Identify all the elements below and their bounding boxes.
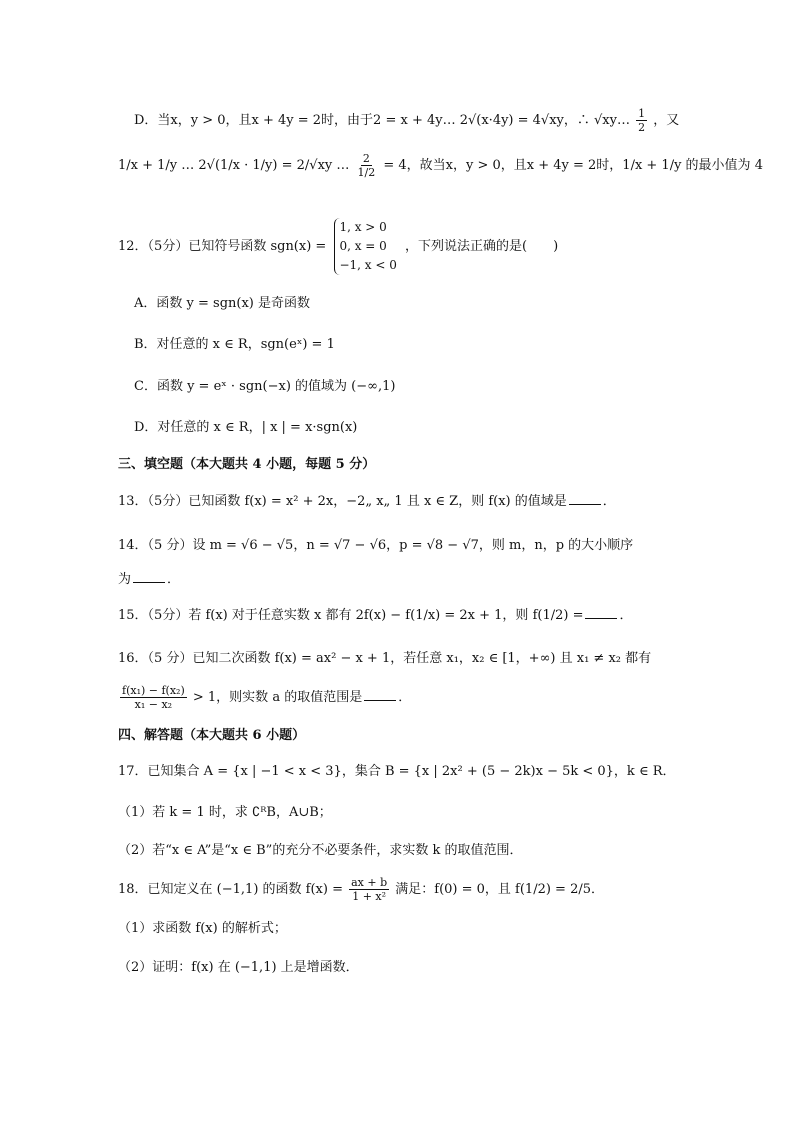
question-12-option-a: A．函数 y = sgn(x) 是奇函数 xyxy=(134,296,310,311)
question-18-stem: 18．已知定义在 (−1,1) 的函数 f(x) = $\frac{ax + b}{\text{1 + x²}}$ 满足：f(0) = 0，且 f(1/2) = 2/5． xyxy=(118,876,605,903)
question-12-stem: 12．（5分）已知符号函数 sgn(x) = 1, x > 0 0, x = 0 −1, x < 0 ，下列说法正确的是( ) xyxy=(118,218,558,275)
question-16-line2: $\frac{\text{f(x₁) − f(x₂)}}{\text{x₁ − x₂}}$ > 1，则实数 a 的取值范围是 ． xyxy=(122,684,412,711)
question-15: 15．（5分）若 f(x) 对于任意实数 x 都有 2f(x) − f(1/x) = 2x + 1，则 f(1/2) = ． xyxy=(118,608,633,623)
question-14-line2: 为 ． xyxy=(118,572,181,587)
question-17-part2: （2）若“x ∈ A”是“x ∈ B”的充分不必要条件，求实数 k 的取值范围． xyxy=(118,843,523,858)
question-12-option-c: C．函数 y = eˣ · sgn(−x) 的值域为 (−∞,1) xyxy=(134,379,396,394)
answer-blank xyxy=(133,570,165,583)
d-option-line1: D．当x，y > 0，且x + 4y = 2时，由于2 = x + 4y… 2√(x·4y) = 4√xy，∴ √xy… $\frac{1}{2}$ ，又 xyxy=(134,107,680,134)
question-18-part1: （1）求函数 f(x) 的解析式； xyxy=(118,921,287,936)
question-14-line1: 14．（5 分）设 m = √6 − √5，n = √7 − √6，p = √8 − √7，则 m，n，p 的大小顺序 xyxy=(118,538,634,553)
question-13: 13．（5分）已知函数 f(x) = x² + 2x，−2„ x„ 1 且 x ∈ Z，则 f(x) 的值域是 ． xyxy=(118,494,616,509)
question-18-part2: （2）证明：f(x) 在 (−1,1) 上是增函数． xyxy=(118,960,359,975)
fraction: $\frac{ax + b}{\text{1 + x²}}$ xyxy=(351,876,388,903)
question-17-stem: 17．已知集合 A = {x | −1 < x < 3}，集合 B = {x | 2x² + (5 − 2k)x − 5k < 0}，k ∈ R． xyxy=(118,764,676,779)
question-12-option-b: B．对任意的 x ∈ R，sgn(eˣ) = 1 xyxy=(134,337,335,352)
answer-blank xyxy=(585,606,617,619)
section-4-title: 四、解答题（本大题共 6 小题） xyxy=(118,728,306,743)
question-12-option-d: D．对任意的 x ∈ R，| x | = x·sgn(x) xyxy=(134,420,358,435)
piecewise-cases: 1, x > 0 0, x = 0 −1, x < 0 xyxy=(334,218,396,275)
fraction: $\frac{1}{2}$ xyxy=(638,107,646,134)
answer-blank xyxy=(364,688,396,701)
fraction: $\frac{2}{1/2}$ xyxy=(357,152,376,179)
section-3-title: 三、填空题（本大题共 4 小题，每题 5 分） xyxy=(118,457,376,472)
d-option-line2: 1/x + 1/y … 2√(1/x · 1/y) = 2/√xy … $\frac{2}{1/2}$ = 4，故当x，y > 0，且x + 4y = 2时，1/x + 1/y 的最小值为 4 xyxy=(118,152,763,179)
question-17-part1: （1）若 k = 1 时，求 ∁ᴿB，A∪B； xyxy=(118,805,332,820)
question-16-line1: 16．（5 分）已知二次函数 f(x) = ax² − x + 1，若任意 x₁，x₂ ∈ [1，+∞) 且 x₁ ≠ x₂ 都有 xyxy=(118,651,652,666)
fraction: $\frac{\text{f(x₁) − f(x₂)}}{\text{x₁ − x₂}}$ xyxy=(122,684,185,711)
answer-blank xyxy=(569,492,601,505)
